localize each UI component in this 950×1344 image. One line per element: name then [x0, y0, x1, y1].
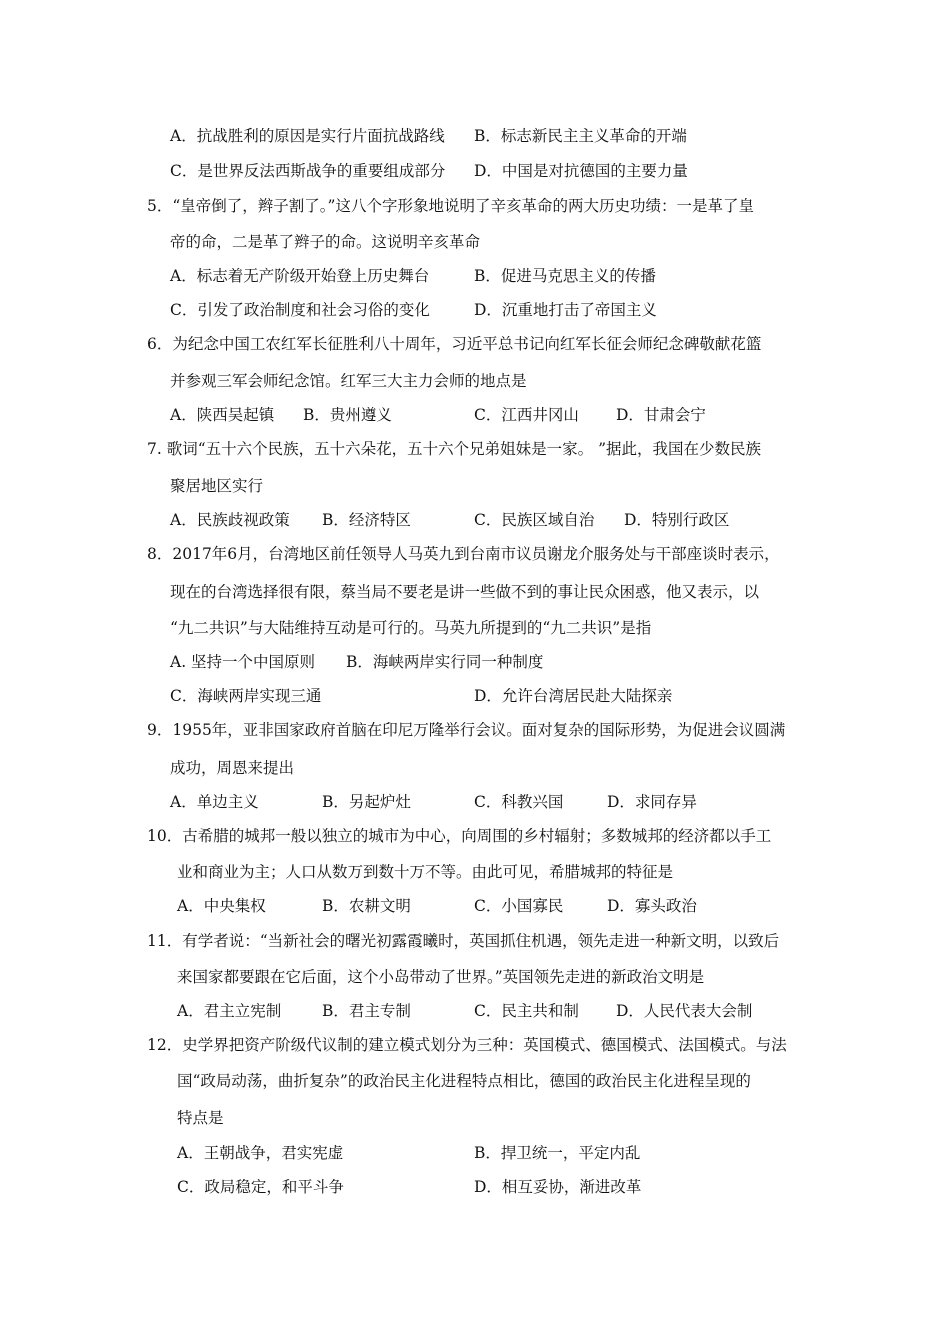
q8-option-c: C．海峡两岸实现三通	[170, 687, 322, 705]
q4-option-d: D．中国是对抗德国的主要力量	[474, 162, 688, 180]
q6-option-a: A．陕西吴起镇	[170, 406, 275, 424]
q11-option-b: B．君主专制	[322, 1002, 411, 1020]
q12-stem-line2: 国“政局动荡，曲折复杂”的政治民主化进程特点相比，德国的政治民主化进程呈现的	[177, 1072, 751, 1090]
q10-stem-line2: 业和商业为主；人口从数万到数十万不等。由此可见，希腊城邦的特征是	[177, 863, 674, 881]
q9-option-b: B．另起炉灶	[322, 793, 411, 811]
q10-option-c: C．小国寡民	[474, 897, 564, 915]
q8-option-b: B．海峡两岸实行同一种制度	[346, 653, 544, 671]
q5-option-a: A．标志着无产阶级开始登上历史舞台	[170, 267, 430, 285]
q11-option-a: A．君主立宪制	[177, 1002, 282, 1020]
q5-stem-line1: 5．“皇帝倒了，辫子割了。”这八个字形象地说明了辛亥革命的两大历史功绩：一是革了皇	[147, 197, 754, 215]
q5-option-d: D．沉重地打击了帝国主义	[474, 301, 657, 319]
q10-stem-line1: 10．古希腊的城邦一般以独立的城市为中心，向周围的乡村辐射；多数城邦的经济都以手工	[147, 827, 772, 845]
q7-stem-line2: 聚居地区实行	[170, 477, 264, 495]
q12-option-d: D．相互妥协，渐进改革	[474, 1178, 642, 1196]
q8-option-a: A. 坚持一个中国原则	[170, 653, 316, 671]
q12-option-c: C．政局稳定，和平斗争	[177, 1178, 344, 1196]
q11-option-d: D．人民代表大会制	[616, 1002, 753, 1020]
q7-option-d: D．特别行政区	[624, 511, 730, 529]
q11-stem-line1: 11．有学者说：“当新社会的曙光初露霞曦时，英国抓住机遇，领先走进一种新文明，以致后	[147, 932, 780, 950]
q10-option-b: B．农耕文明	[322, 897, 411, 915]
q7-option-b: B．经济特区	[322, 511, 411, 529]
q8-stem-line2: 现在的台湾选择很有限，蔡当局不要老是讲一些做不到的事让民众困惑，他又表示，以	[170, 583, 760, 601]
q9-stem-line2: 成功，周恩来提出	[170, 759, 295, 777]
q6-option-c: C．江西井冈山	[474, 406, 579, 424]
q8-stem-line3: “九二共识”与大陆维持互动是可行的。马英九所提到的“九二共识”是指	[170, 619, 652, 637]
q4-option-a: A．抗战胜利的原因是实行片面抗战路线	[170, 127, 445, 145]
q5-option-c: C．引发了政治制度和社会习俗的变化	[170, 301, 430, 319]
q7-stem-line1: 7. 歌词“五十六个民族，五十六朵花，五十六个兄弟姐妹是一家。 ”据此，我国在少数民族	[147, 440, 761, 458]
q6-stem-line1: 6．为纪念中国工农红军长征胜利八十周年，习近平总书记向红军长征会师纪念碑敬献花篮	[147, 335, 762, 353]
q9-option-a: A．单边主义	[170, 793, 259, 811]
q12-stem-line3: 特点是	[177, 1109, 224, 1127]
q12-option-b: B．捍卫统一，平定内乱	[474, 1144, 641, 1162]
q7-option-c: C．民族区域自治	[474, 511, 595, 529]
q12-option-a: A．王朝战争，君实宪虚	[177, 1144, 344, 1162]
q6-option-b: B．贵州遵义	[303, 406, 392, 424]
q5-option-b: B．促进马克思主义的传播	[474, 267, 656, 285]
q9-option-c: C．科教兴国	[474, 793, 564, 811]
q12-stem-line1: 12．史学界把资产阶级代议制的建立模式划分为三种：英国模式、德国模式、法国模式。与法	[147, 1036, 787, 1054]
q9-stem-line1: 9．1955年，亚非国家政府首脑在印尼万隆举行会议。面对复杂的国际形势，为促进会议圆满	[147, 721, 786, 739]
q10-option-a: A．中央集权	[177, 897, 266, 915]
q4-option-c: C．是世界反法西斯战争的重要组成部分	[170, 162, 446, 180]
q11-option-c: C．民主共和制	[474, 1002, 579, 1020]
q6-option-d: D．甘肃会宁	[616, 406, 706, 424]
q4-option-b: B．标志新民主主义革命的开端	[474, 127, 687, 145]
q6-stem-line2: 并参观三军会师纪念馆。红军三大主力会师的地点是	[170, 372, 527, 390]
q8-stem-line1: 8．2017年6月，台湾地区前任领导人马英九到台南市议员谢龙介服务处与干部座谈时表示，	[147, 545, 780, 563]
q5-stem-line2: 帝的命，二是革了辫子的命。这说明辛亥革命	[170, 233, 481, 251]
q11-stem-line2: 来国家都要跟在它后面，这个小岛带动了世界。”英国领先走进的新政治文明是	[177, 968, 705, 986]
q9-option-d: D．求同存异	[607, 793, 697, 811]
q10-option-d: D．寡头政治	[607, 897, 697, 915]
q7-option-a: A．民族歧视政策	[170, 511, 290, 529]
q8-option-d: D．允许台湾居民赴大陆探亲	[474, 687, 673, 705]
